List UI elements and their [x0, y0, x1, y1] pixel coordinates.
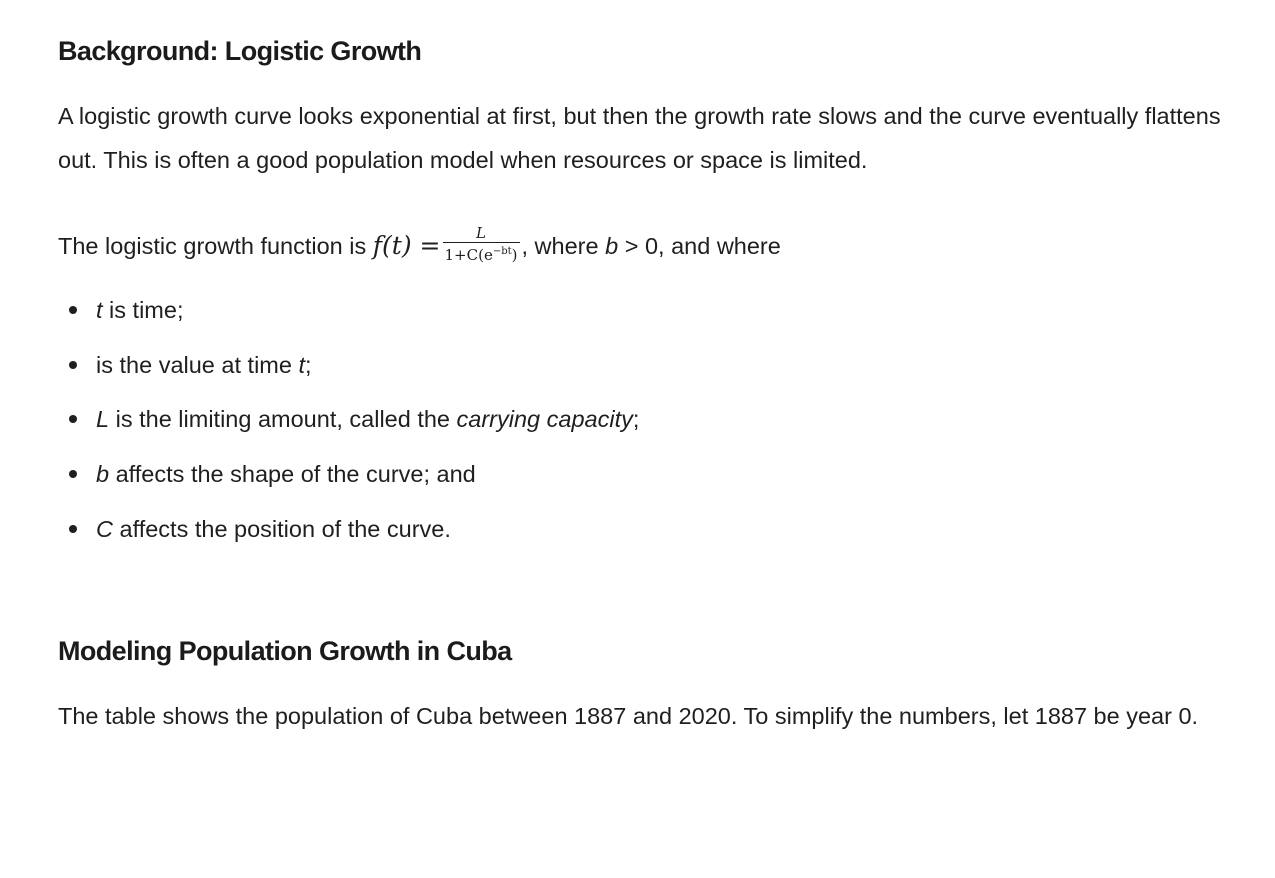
- formula-lhs: f(t) =: [372, 231, 441, 260]
- bullet-icon: [69, 306, 77, 314]
- bullet-icon: [69, 525, 77, 533]
- function-prefix-text: The logistic growth function is: [58, 233, 373, 259]
- formula-fraction: [443, 224, 520, 264]
- formula-denominator-close: ): [511, 245, 518, 264]
- list-item-end: ;: [632, 406, 640, 433]
- logistic-function-paragraph: [58, 224, 1228, 268]
- list-item-text: is time;: [102, 297, 184, 323]
- list-item: [58, 392, 639, 447]
- list-item-variable: C: [96, 515, 113, 542]
- variable-b: b: [605, 233, 619, 259]
- formula-denominator: [443, 243, 520, 264]
- list-item-text: affects the position of the curve.: [112, 515, 451, 542]
- formula-exponent: −bt: [492, 245, 512, 257]
- list-item: [58, 502, 639, 557]
- formula-numerator: L: [443, 224, 520, 243]
- list-item-emphasis: carrying capacity: [456, 406, 633, 433]
- list-item-end: ;: [305, 351, 312, 378]
- function-mid-text: , where: [521, 233, 606, 259]
- list-item: [58, 283, 639, 338]
- list-item-text: affects the shape of the curve; and: [109, 461, 476, 488]
- list-item-variable: t: [96, 297, 103, 323]
- bullet-icon: [69, 361, 77, 369]
- list-item-text: is the limiting amount, called the: [109, 406, 457, 433]
- section-heading-modeling: Modeling Population Growth in Cuba: [58, 636, 512, 666]
- section-heading-background: Background: Logistic Growth: [58, 36, 422, 66]
- list-item-variable: b: [96, 461, 110, 488]
- list-item-variable: t: [298, 351, 305, 378]
- list-item: [58, 338, 639, 393]
- list-item: [58, 447, 639, 502]
- formula-denominator-base: 1+C(e: [444, 245, 493, 264]
- bullet-icon: [69, 415, 77, 423]
- variable-definitions-list: [58, 283, 639, 556]
- list-item-variable: L: [96, 406, 110, 433]
- intro-paragraph: A logistic growth curve looks exponential at first, but then the growth rate slows and the curve eventually flattens out. This is often a good population model when resources or space is limited.: [58, 103, 1221, 173]
- bullet-icon: [69, 470, 77, 478]
- function-suffix-text: > 0, and where: [618, 233, 781, 259]
- table-intro-paragraph: The table shows the population of Cuba between 1887 and 2020. To simplify the numbers, let 1887 be year 0.: [58, 703, 1199, 729]
- list-item-text: is the value at time: [96, 351, 299, 378]
